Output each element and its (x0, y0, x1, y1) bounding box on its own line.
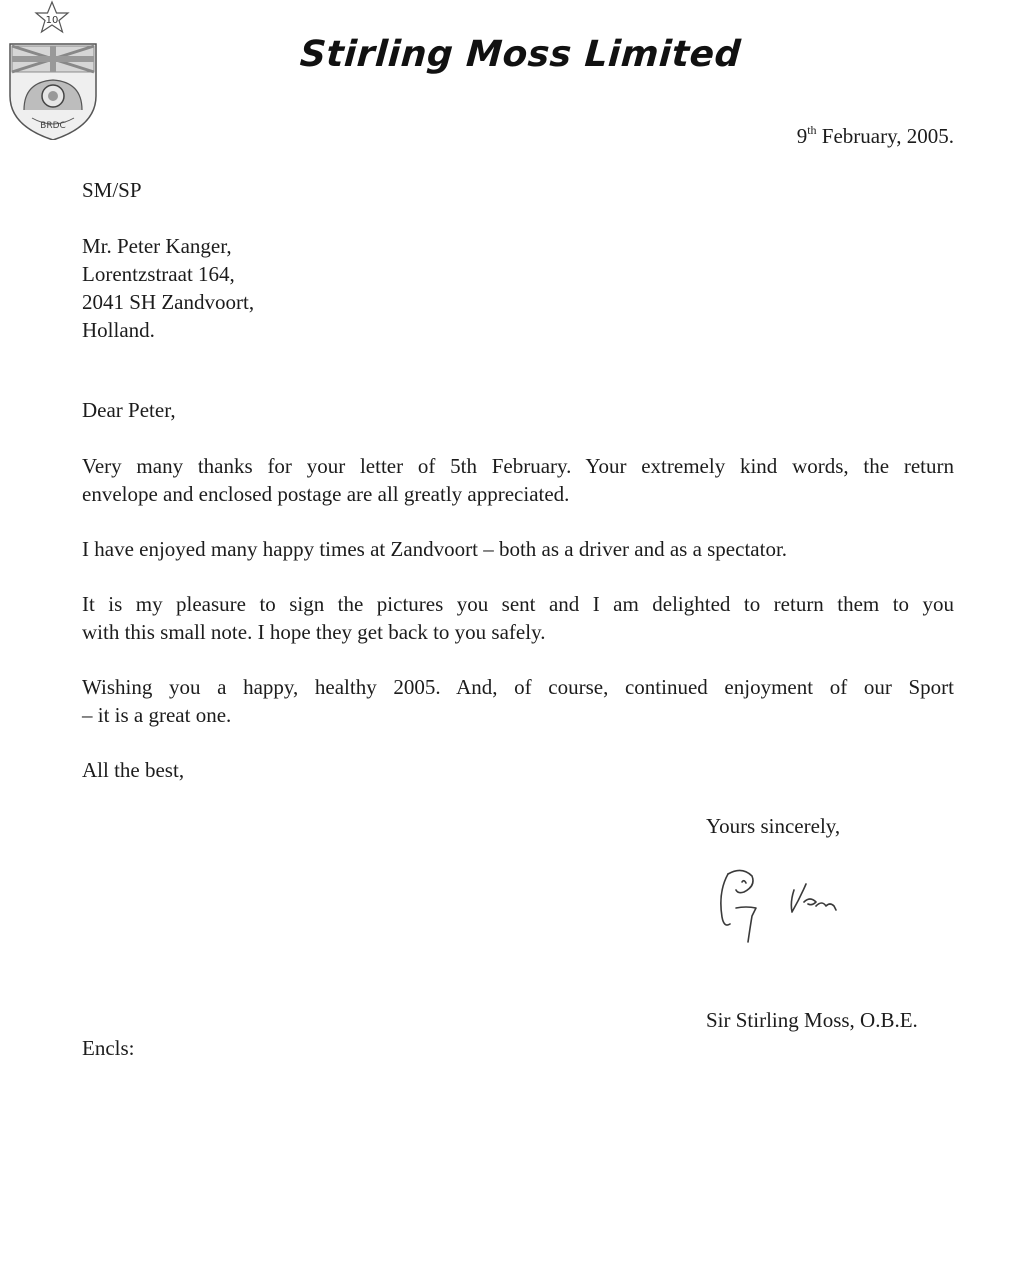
date-suffix: th (807, 123, 817, 137)
letter-date (797, 122, 954, 150)
body-line: – it is a great one. (82, 703, 232, 727)
body-line: Very many thanks for your letter of 5th February. Your extremely kind words, the return (82, 454, 954, 478)
handwritten-signature (712, 862, 862, 952)
sign-off: Yours sincerely, (706, 814, 841, 838)
body-paragraph (82, 590, 954, 646)
address-line: Mr. Peter Kanger, (82, 234, 232, 258)
body-paragraph (82, 535, 954, 563)
signatory-name: Sir Stirling Moss, O.B.E. (706, 1008, 918, 1032)
brdc-crest-logo (4, 0, 100, 140)
salutation: Dear Peter, (82, 398, 176, 422)
date-rest: February, 2005. (821, 124, 954, 148)
closing-note: All the best, (82, 758, 185, 782)
body-paragraph (82, 452, 954, 508)
date-day: 9 (796, 124, 808, 148)
crest-text: BRDC (40, 121, 66, 131)
letterhead-title: Stirling Moss Limited (298, 34, 743, 75)
body-line: It is my pleasure to sign the pictures you sent and I am delighted to return them to you (82, 592, 954, 616)
reference: SM/SP (82, 178, 142, 202)
body-line: I have enjoyed many happy times at Zandvoort – both as a driver and as a spectator. (82, 537, 788, 561)
body-line: Wishing you a happy, healthy 2005. And, of course, continued enjoyment of our Sport (82, 675, 954, 699)
body-line: envelope and enclosed postage are all greatly appreciated. (82, 482, 570, 506)
address-line: Lorentzstraat 164, (82, 262, 235, 286)
enclosures: Encls: (82, 1036, 135, 1060)
recipient-address (82, 232, 254, 344)
body-paragraph (82, 673, 954, 729)
body-line: with this small note. I hope they get back to you safely. (82, 620, 546, 644)
crest-number: 10 (45, 15, 59, 26)
address-line: 2041 SH Zandvoort, (82, 290, 255, 314)
address-line: Holland. (82, 318, 155, 342)
